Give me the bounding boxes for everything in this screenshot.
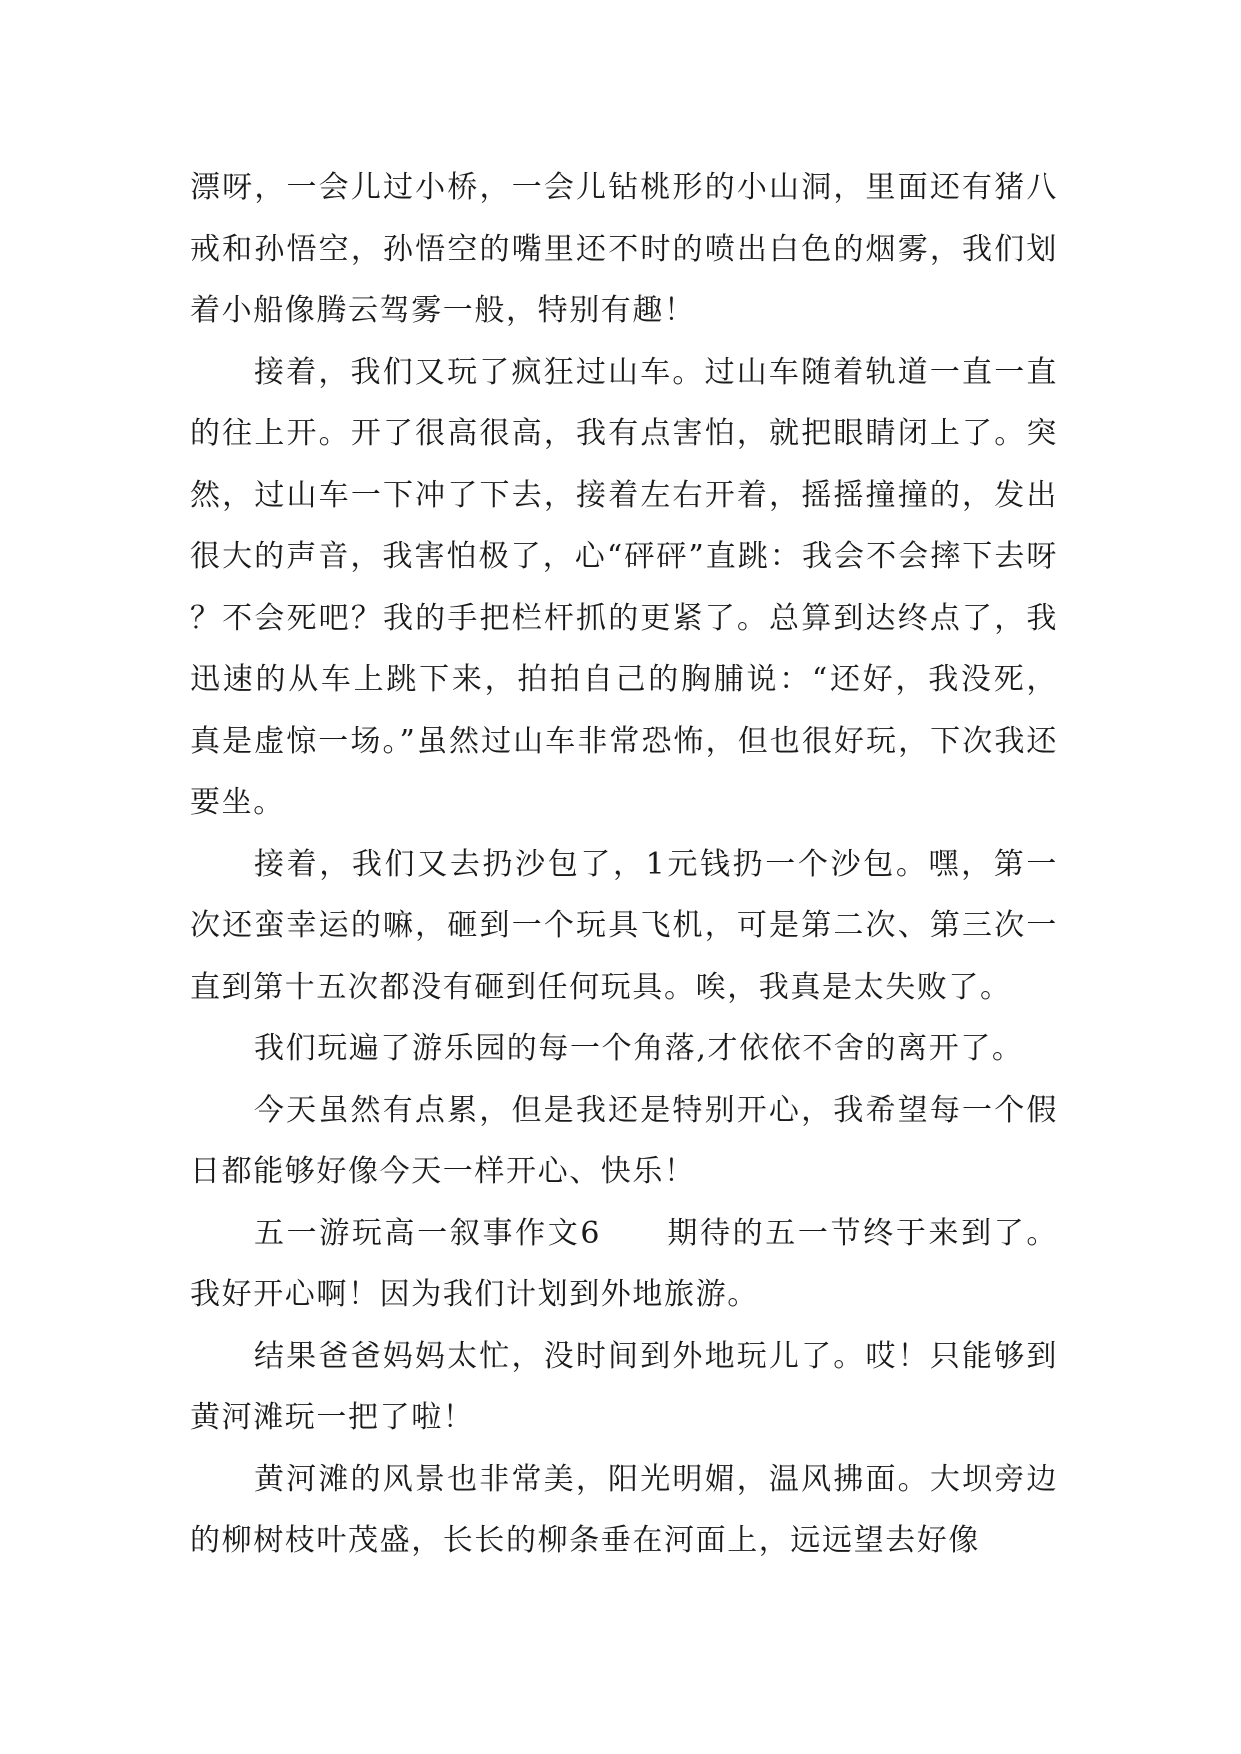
paragraph-8: 黄河滩的风景也非常美，阳光明媚，温风拂面。大坝旁边的柳树枝叶茂盛，长长的柳条垂在河面上，远远望去好像 xyxy=(190,1461,1058,1558)
paragraph-6: 五一游玩高一叙事作文6 期待的五一节终于来到了。我好开心啊！因为我们计划到外地旅游。 xyxy=(190,1215,1058,1312)
paragraph-4: 我们玩遍了游乐园的每一个角落,才依依不舍的离开了。 xyxy=(254,1031,1024,1066)
document-body xyxy=(190,157,1058,1572)
paragraph-1: 漂呀，一会儿过小桥，一会儿钻桃形的小山洞，里面还有猪八戒和孙悟空，孙悟空的嘴里还不时的喷出白色的烟雾，我们划着小船像腾云驾雾一般，特别有趣！ xyxy=(190,170,1058,328)
paragraph-3: 接着，我们又去扔沙包了，1元钱扔一个沙包。嘿，第一次还蛮幸运的嘛，砸到一个玩具飞机，可是第二次、第三次一直到第十五次都没有砸到任何玩具。唉，我真是太失败了。 xyxy=(190,846,1058,1005)
paragraph-7: 结果爸爸妈妈太忙，没时间到外地玩儿了。哎！只能够到黄河滩玩一把了啦！ xyxy=(190,1338,1058,1435)
paragraph-5: 今天虽然有点累，但是我还是特别开心，我希望每一个假日都能够好像今天一样开心、快乐！ xyxy=(190,1092,1058,1189)
paragraph-2: 接着，我们又玩了疯狂过山车。过山车随着轨道一直一直的往上开。开了很高很高，我有点害怕，就把眼睛闭上了。突然，过山车一下冲了下去，接着左右开着，摇摇撞撞的，发出很大的声音，我害怕极了，心“砰砰”直跳：我会不会摔下去呀？不会死吧？我的手把栏杆抓的更紧了。总算到达终点了，我迅速的从车上跳下来，拍拍自己的胸脯说：“还好，我没死，真是虚惊一场。”虽然过山车非常恐怖，但也很好玩，下次我还要坐。 xyxy=(190,354,1058,820)
